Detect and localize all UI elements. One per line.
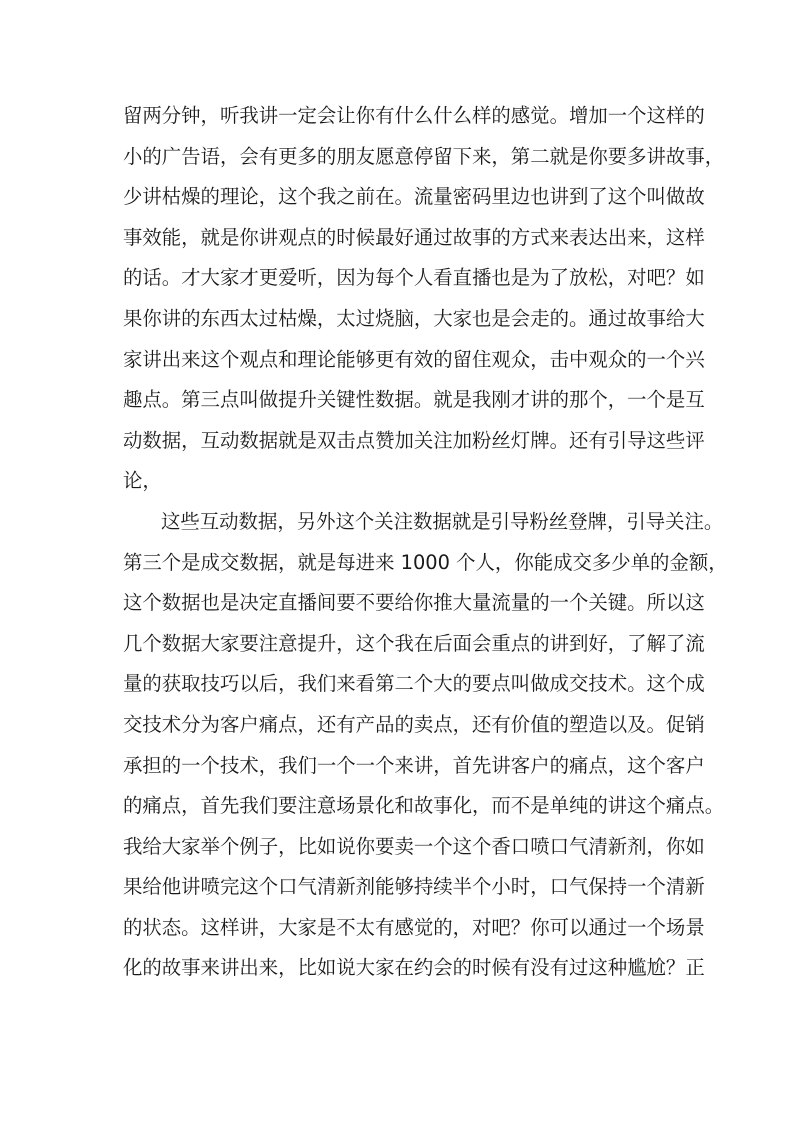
text-line: 事效能，就是你讲观点的时候最好通过故事的方式来表达出来，这样 [123,225,705,249]
body-text [123,96,728,989]
text-line: 论， [123,469,162,493]
text-line: 家讲出来这个观点和理论能够更有效的留住观众，击中观众的一个兴 [123,347,705,371]
text-line: 化的故事来讲出来，比如说大家在约会的时候有没有过这种尴尬？正 [123,956,705,980]
text-line: 果给他讲喷完这个口气清新剂能够持续半个小时，口气保持一个清新 [123,875,705,899]
text-line: 动数据，互动数据就是双击点赞加关注加粉丝灯牌。还有引导这些评 [123,428,705,452]
text-line: 留两分钟，听我讲一定会让你有什么什么样的感觉。增加一个这样的 [123,104,705,127]
paragraph-start-line: 这些互动数据，另外这个关注数据就是引导粉丝登牌，引导关注。 [161,509,724,533]
text-line: 量的获取技巧以后，我们来看第二个大的要点叫做成交技术。这个成 [123,672,705,696]
text-line: 几个数据大家要注意提升，这个我在后面会重点的讲到好，了解了流 [123,631,705,655]
text-line: 交技术分为客户痛点，还有产品的卖点，还有价值的塑造以及。促销 [123,712,705,736]
text-line: 承担的一个技术，我们一个一个来讲，首先讲客户的痛点，这个客户 [123,753,705,777]
text-line: 果你讲的东西太过枯燥，太过烧脑，大家也是会走的。通过故事给大 [123,306,705,330]
text-line: 的状态。这样讲，大家是不太有感觉的，对吧？你可以通过一个场景 [123,915,705,939]
text-line: 趣点。第三点叫做提升关键性数据。就是我刚才讲的那个，一个是互 [123,388,705,412]
text-line: 少讲枯燥的理论，这个我之前在。流量密码里边也讲到了这个叫做故 [123,185,705,209]
text-line: 的话。才大家才更爱听，因为每个人看直播也是为了放松，对吧？如 [123,266,705,290]
text-line: 我给大家举个例子，比如说你要卖一个这个香口喷口气清新剂，你如 [123,834,705,858]
text-line: 小的广告语，会有更多的朋友愿意停留下来，第二就是你要多讲故事， [123,144,725,168]
text-line: 第三个是成交数据，就是每进来 1000 个人，你能成交多少单的金额， [123,550,728,574]
text-line: 的痛点，首先我们要注意场景化和故事化，而不是单纯的讲这个痛点。 [123,794,725,818]
text-line: 这个数据也是决定直播间要不要给你推大量流量的一个关键。所以这 [123,591,705,615]
